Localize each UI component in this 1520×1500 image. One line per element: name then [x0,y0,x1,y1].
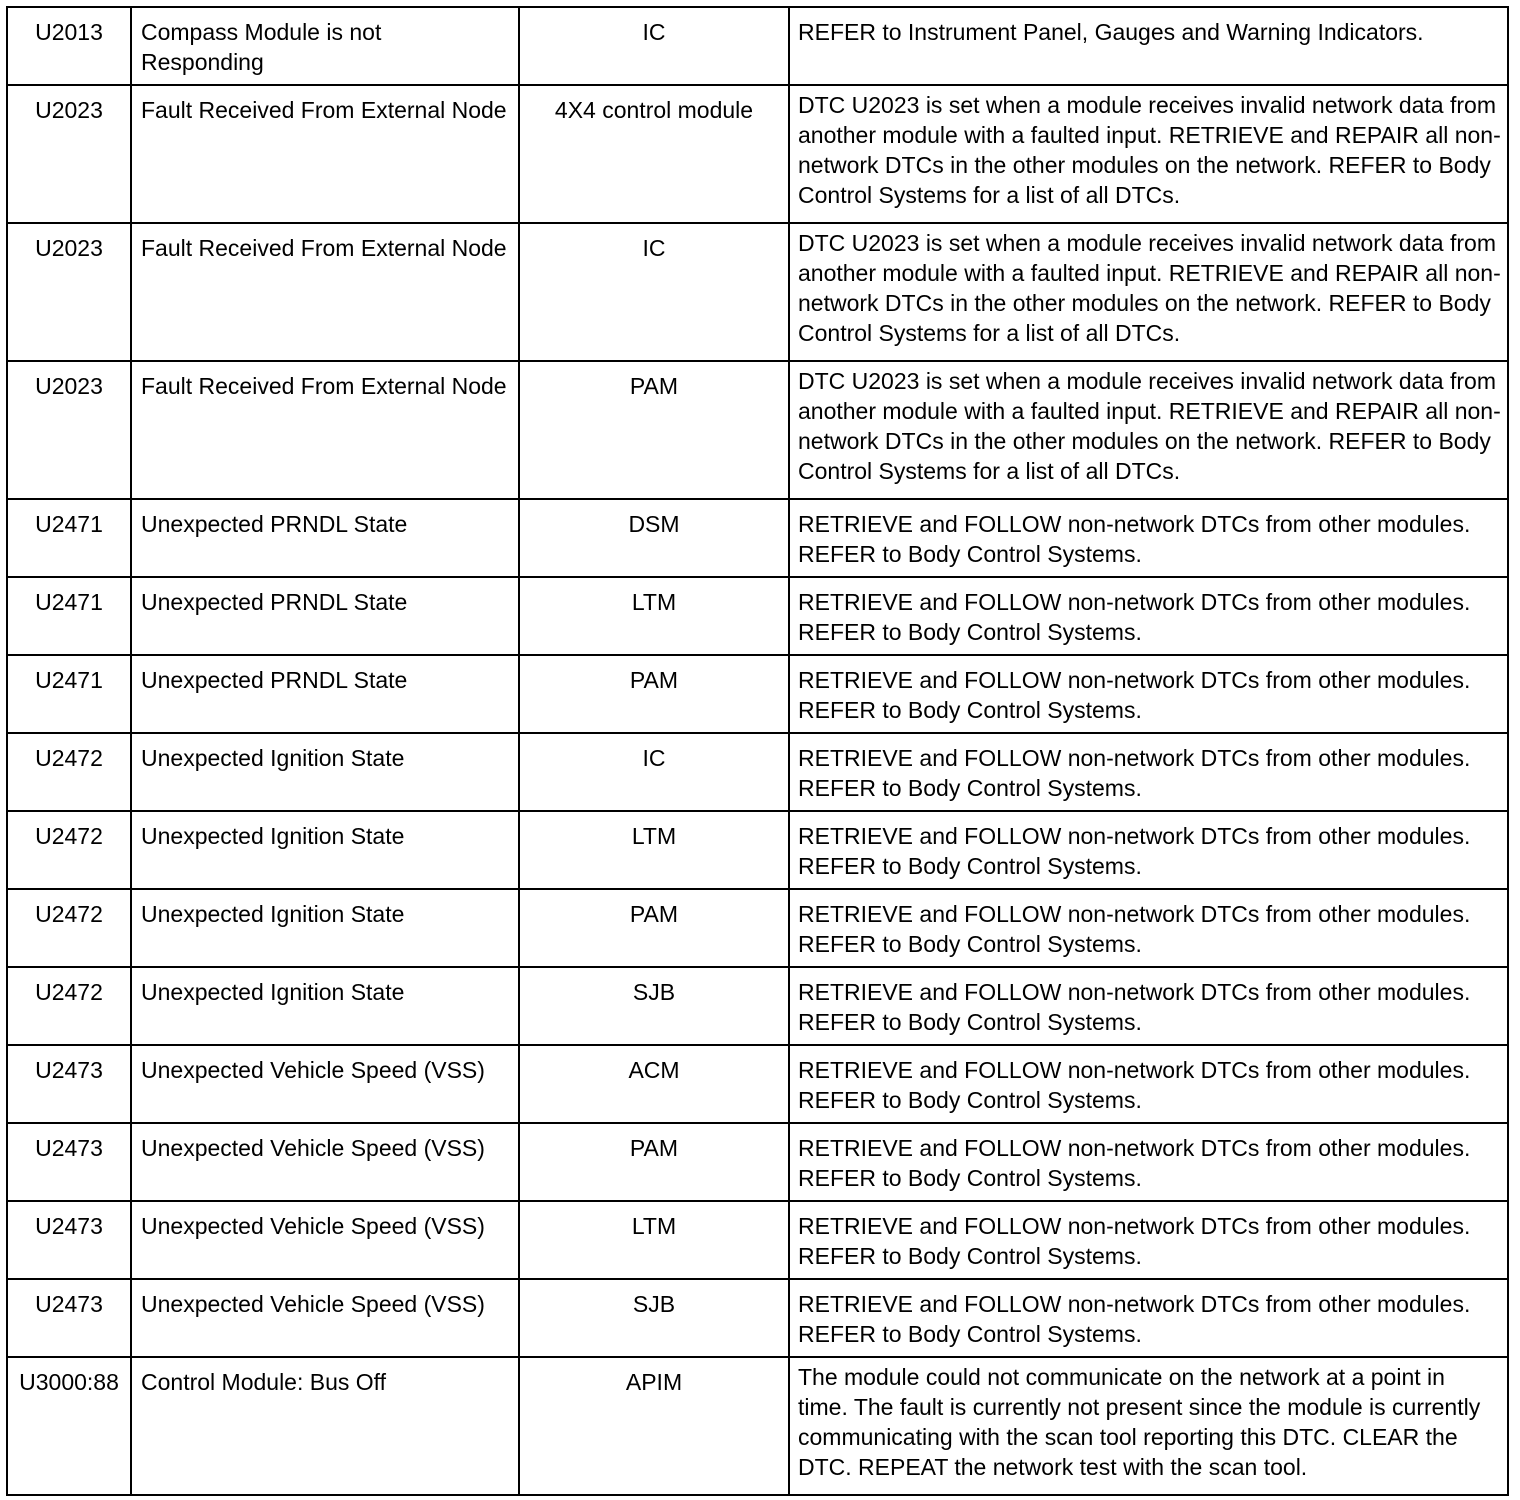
dtc-description: Unexpected Ignition State [131,733,519,811]
dtc-action: DTC U2023 is set when a module receives invalid network data from another module with a faulted input. RETRIEVE and REPAIR all non-network DTCs in the other modules on the network. REFER to Body Control Systems for a list of all DTCs. [789,85,1508,223]
table-row [7,733,1508,811]
dtc-module: PAM [519,361,789,499]
dtc-module: SJB [519,1279,789,1357]
dtc-action: RETRIEVE and FOLLOW non-network DTCs from other modules. REFER to Body Control Systems. [789,889,1508,967]
dtc-code: U2023 [7,85,131,223]
dtc-description: Compass Module is not Responding [131,7,519,85]
dtc-action: REFER to Instrument Panel, Gauges and Warning Indicators. [789,7,1508,85]
dtc-description: Fault Received From External Node [131,85,519,223]
dtc-description: Unexpected Vehicle Speed (VSS) [131,1201,519,1279]
table-row [7,1357,1508,1495]
dtc-module: PAM [519,655,789,733]
dtc-module: LTM [519,811,789,889]
dtc-action: RETRIEVE and FOLLOW non-network DTCs from other modules. REFER to Body Control Systems. [789,811,1508,889]
dtc-description: Unexpected PRNDL State [131,655,519,733]
table-row [7,889,1508,967]
table-row [7,577,1508,655]
dtc-action: RETRIEVE and FOLLOW non-network DTCs from other modules. REFER to Body Control Systems. [789,1201,1508,1279]
table-row [7,1123,1508,1201]
dtc-code: U2471 [7,655,131,733]
dtc-code: U2023 [7,361,131,499]
dtc-description: Unexpected Ignition State [131,967,519,1045]
dtc-code: U2473 [7,1201,131,1279]
table-row [7,967,1508,1045]
dtc-code: U2472 [7,967,131,1045]
dtc-action: RETRIEVE and FOLLOW non-network DTCs from other modules. REFER to Body Control Systems. [789,733,1508,811]
dtc-module: SJB [519,967,789,1045]
table-row [7,1045,1508,1123]
dtc-description: Control Module: Bus Off [131,1357,519,1495]
table-row [7,655,1508,733]
dtc-description: Unexpected Vehicle Speed (VSS) [131,1123,519,1201]
dtc-module: 4X4 control module [519,85,789,223]
dtc-code: U2471 [7,577,131,655]
table-row [7,499,1508,577]
dtc-code: U2472 [7,811,131,889]
table-row [7,85,1508,223]
dtc-code: U2473 [7,1123,131,1201]
dtc-description: Unexpected Vehicle Speed (VSS) [131,1279,519,1357]
dtc-action: RETRIEVE and FOLLOW non-network DTCs from other modules. REFER to Body Control Systems. [789,499,1508,577]
dtc-module: IC [519,733,789,811]
dtc-action: RETRIEVE and FOLLOW non-network DTCs from other modules. REFER to Body Control Systems. [789,1045,1508,1123]
dtc-code: U2471 [7,499,131,577]
dtc-module: LTM [519,1201,789,1279]
dtc-module: APIM [519,1357,789,1495]
dtc-action: DTC U2023 is set when a module receives invalid network data from another module with a faulted input. RETRIEVE and REPAIR all non-network DTCs in the other modules on the network. REFER to Body Control Systems for a list of all DTCs. [789,223,1508,361]
dtc-module: PAM [519,889,789,967]
dtc-module: IC [519,7,789,85]
dtc-description: Unexpected Ignition State [131,889,519,967]
table-row [7,1279,1508,1357]
dtc-description: Fault Received From External Node [131,223,519,361]
dtc-table [6,6,1509,1496]
dtc-action: DTC U2023 is set when a module receives invalid network data from another module with a faulted input. RETRIEVE and REPAIR all non-network DTCs in the other modules on the network. REFER to Body Control Systems for a list of all DTCs. [789,361,1508,499]
dtc-code: U3000:88 [7,1357,131,1495]
dtc-action: RETRIEVE and FOLLOW non-network DTCs from other modules. REFER to Body Control Systems. [789,577,1508,655]
dtc-action: The module could not communicate on the network at a point in time. The fault is currently not present since the module is currently communicating with the scan tool reporting this DTC. CLEAR the DTC. REPEAT the network test with the scan tool. [789,1357,1508,1495]
dtc-module: ACM [519,1045,789,1123]
dtc-code: U2472 [7,733,131,811]
table-row [7,223,1508,361]
table-row [7,811,1508,889]
table-row [7,361,1508,499]
table-row [7,7,1508,85]
dtc-action: RETRIEVE and FOLLOW non-network DTCs from other modules. REFER to Body Control Systems. [789,1123,1508,1201]
dtc-code: U2472 [7,889,131,967]
dtc-description: Unexpected Vehicle Speed (VSS) [131,1045,519,1123]
dtc-description: Unexpected PRNDL State [131,577,519,655]
dtc-action: RETRIEVE and FOLLOW non-network DTCs from other modules. REFER to Body Control Systems. [789,967,1508,1045]
dtc-code: U2473 [7,1279,131,1357]
dtc-code: U2023 [7,223,131,361]
dtc-module: IC [519,223,789,361]
dtc-action: RETRIEVE and FOLLOW non-network DTCs from other modules. REFER to Body Control Systems. [789,655,1508,733]
dtc-module: LTM [519,577,789,655]
dtc-module: DSM [519,499,789,577]
dtc-description: Fault Received From External Node [131,361,519,499]
dtc-code: U2473 [7,1045,131,1123]
dtc-description: Unexpected Ignition State [131,811,519,889]
dtc-action: RETRIEVE and FOLLOW non-network DTCs from other modules. REFER to Body Control Systems. [789,1279,1508,1357]
dtc-module: PAM [519,1123,789,1201]
dtc-description: Unexpected PRNDL State [131,499,519,577]
dtc-code: U2013 [7,7,131,85]
table-row [7,1201,1508,1279]
